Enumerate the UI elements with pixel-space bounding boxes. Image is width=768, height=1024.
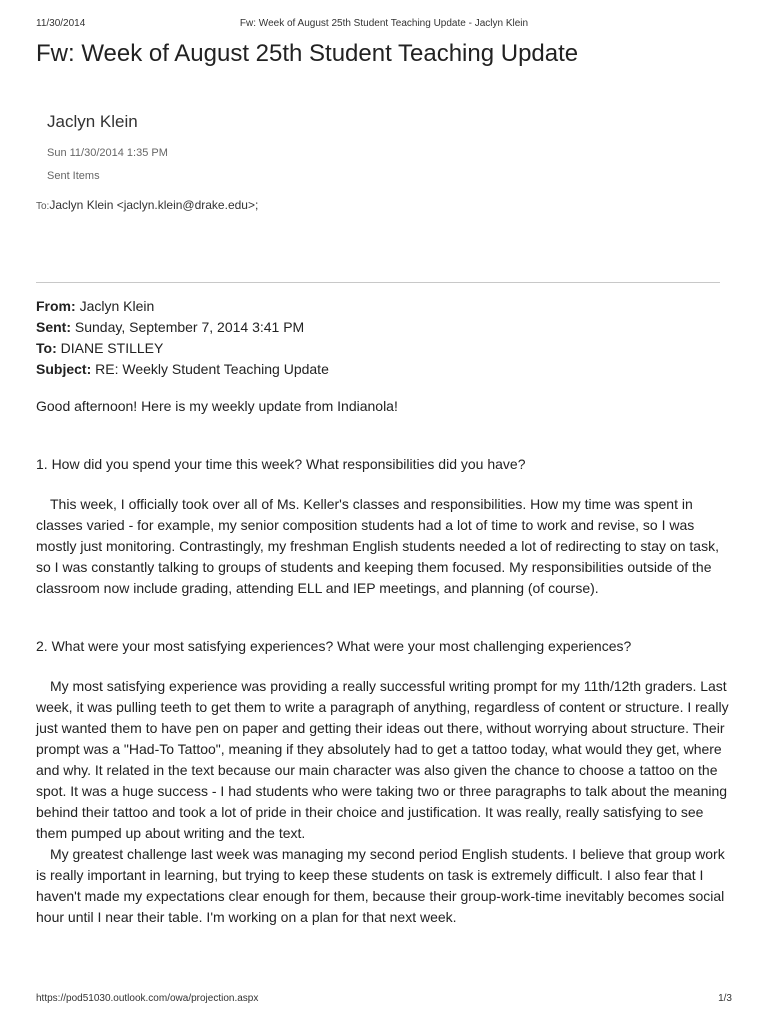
print-date: 11/30/2014: [36, 18, 86, 29]
header-divider: [36, 282, 720, 283]
to-label: To:: [36, 201, 50, 212]
question-1: 1. How did you spend your time this week? What responsibilities did you have?: [36, 456, 526, 472]
print-footer: [36, 993, 732, 1007]
email-body: [36, 296, 736, 928]
sender-name[interactable]: Jaclyn Klein: [47, 112, 138, 131]
page-url: https://pod51030.outlook.com/owa/projection.aspx: [36, 993, 259, 1004]
recipient-address[interactable]: Jaclyn Klein <jaclyn.klein@drake.edu>;: [49, 198, 259, 212]
forwarded-sent: Sent: Sunday, September 7, 2014 3:41 PM: [36, 319, 305, 335]
answer-2-paragraph-1: My most satisfying experience was providing a really successful writing prompt for my 11th/12th graders. Last week, it was pulling teeth to get them to write a paragraph of anything, regardless of content or structure. I really just wanted them to have pen on paper and getting their ideas out there, without worrying about structure. Their prompt was a "Had-To Tattoo", meaning if they absolutely had to get a tattoo today, what would they get, where and why. It related in the text because our main character was also given the chance to choose a tattoo on the spot. It was a huge success - I had students who were taking two or three paragraphs to talk about the meaning behind their tattoo and took a lot of pride in their choice and justification. It was really, really satisfying to see them pumped up about writing and the text.: [36, 678, 729, 841]
forwarded-subject: Subject: RE: Weekly Student Teaching Update: [36, 361, 329, 377]
answer-1: This week, I officially took over all of Ms. Keller's classes and responsibilities. How my time was spent in classes varied - for example, my senior composition students had a lot of time to work and revise, so I was mostly just monitoring. Contrastingly, my freshman English students needed a lot of redirecting to stay on task, so I was constantly talking to groups of students and keeping them focused. My responsibilities outside of the classroom now include grading, attending ELL and IEP meetings, and planning (of course).: [36, 496, 719, 596]
question-2: 2. What were your most satisfying experiences? What were your most challenging experiences?: [36, 638, 632, 654]
forwarded-from: From: Jaclyn Klein: [36, 298, 155, 314]
sent-date: Sun 11/30/2014 1:35 PM: [47, 147, 168, 159]
forwarded-to: To: DIANE STILLEY: [36, 340, 164, 356]
forwarded-header: [36, 296, 736, 380]
folder-name: Sent Items: [47, 170, 100, 182]
email-subject-title: Fw: Week of August 25th Student Teaching Update: [36, 40, 579, 67]
recipient-line: [36, 198, 258, 212]
print-header: [36, 18, 732, 32]
print-document-title: Fw: Week of August 25th Student Teaching Update - Jaclyn Klein: [239, 18, 529, 29]
greeting-text: Good afternoon! Here is my weekly update from Indianola!: [36, 398, 398, 414]
page-number: 1/3: [718, 993, 732, 1004]
answer-2-paragraph-2: My greatest challenge last week was managing my second period English students. I believe that group work is really important in learning, but trying to keep these students on task is extremely difficult. I also fear that I haven't made my expectations clear enough for them, because their group-work-time inevitably becomes social hour until I near their table. I'm working on a plan for that next week.: [36, 846, 725, 925]
